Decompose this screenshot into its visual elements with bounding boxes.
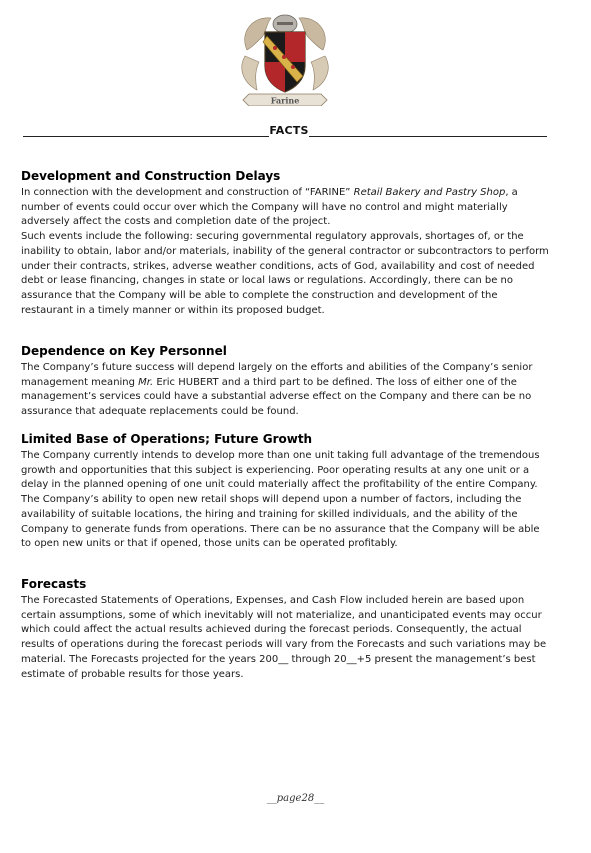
section-development-delays xyxy=(21,169,550,318)
paragraph-emphasis: Retail Bakery and Pastry Shop xyxy=(353,187,506,198)
paragraph-text: The Company’s future success will depend largely on the efforts and abilities of the Company’s senior management meaning xyxy=(21,362,533,388)
logo-banner-text: Farine xyxy=(270,95,300,106)
section-future-growth xyxy=(21,432,550,552)
section-paragraph: Such events include the following: securing governmental regulatory approvals, shortages of, or the inability to obtain, labor and/or materials, inability of the general contractor or subcontractors to perform under their contracts, strikes, adverse weather conditions, acts of God, availability and cost of needed debt or lease financing, changes in state or local laws or regulations. Accordingly, there can be no assurance that the Company will be able to complete the construction and development of the restaurant in a timely manner or within its proposed budget. xyxy=(21,231,549,316)
paragraph-text: , a number of events could occur over which the Company will have no control and might materially adversely affect the costs and completion date of the project. xyxy=(21,187,518,228)
section-heading: Dependence on Key Personnel xyxy=(21,344,227,358)
facts-header xyxy=(23,124,547,138)
section-paragraph xyxy=(21,361,550,420)
section-paragraph: The Forecasted Statements of Operations, Expenses, and Cash Flow included herein are based upon certain assumptions, some of which inevitably will not materialize, and unanticipated events may occur which could affect the actual results achieved during the forecast periods. Consequently, the actual results of operations during the forecast periods will vary from the Forecasts and such variations may be material. The Forecasts projected for the years 200__ through 20__+5 present the management’s best estimate of probable results for those years. xyxy=(21,595,547,680)
page-title: FACTS xyxy=(269,124,309,137)
section-heading: Forecasts xyxy=(21,577,87,591)
section-heading: Limited Base of Operations; Future Growth xyxy=(21,432,313,446)
header-rule-right xyxy=(309,136,547,137)
section-paragraph: The Company currently intends to develop more than one unit taking full advantage of the tremendous growth and opportunities that this subject is experiencing. Poor operating results at any one unit or a delay in the planned opening of one unit could materially affect the profitability of the entire Company. The Company’s ability to open new retail shops will depend upon a number of factors, including the availability of suitable locations, the hiring and training for skilled individuals, and the ability of the Company to generate funds from operations. There can be no assurance that the Company will be able to open new units or that if opened, those units can be operated profitably. xyxy=(21,450,540,550)
section-heading: Development and Construction Delays xyxy=(21,169,281,183)
page-number: __page28__ xyxy=(266,793,325,804)
section-forecasts xyxy=(21,577,550,682)
paragraph-emphasis: Mr. xyxy=(138,376,154,388)
farine-crest-logo xyxy=(237,10,333,106)
section-paragraph xyxy=(21,186,550,230)
header-rule-left xyxy=(23,136,269,137)
paragraph-text: Eric HUBERT and a third part to be defined. The loss of either one of the management’s services could have a substantial adverse effect on the Company and there can be no assurance that adequate replacements could be found. xyxy=(21,376,532,418)
section-key-personnel xyxy=(21,344,550,420)
paragraph-text: In connection with the development and construction of “FARINE” xyxy=(21,187,354,198)
